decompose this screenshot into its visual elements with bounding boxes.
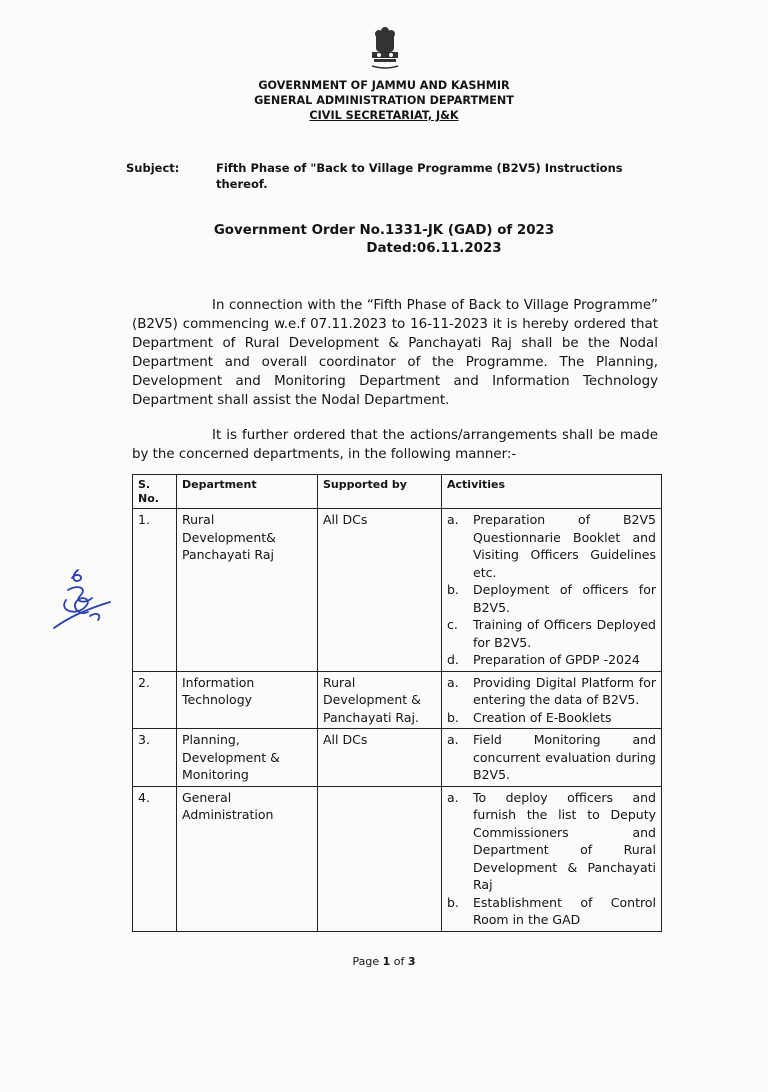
table-row xyxy=(133,509,662,672)
activities-table xyxy=(132,474,662,932)
paragraph-text: It is further ordered that the actions/arrangements shall be made by the concerned departments, in the following manner:- xyxy=(132,428,658,462)
activity-item: a. To deploy officers and furnish the list to Deputy Commissioners and Department of Rural Development & Panchayati Raj xyxy=(447,789,656,892)
cell-department: General Administration xyxy=(177,786,318,931)
cell-sno: 3. xyxy=(133,729,177,787)
activity-item: a. Field Monitoring and concurrent evaluation during B2V5. xyxy=(447,732,656,782)
activity-item: b. Creation of E-Booklets xyxy=(447,709,612,725)
cell-sno: 1. xyxy=(133,509,177,672)
cell-department: Rural Development& Panchayati Raj xyxy=(177,509,318,672)
total-pages: 3 xyxy=(407,955,416,968)
cell-department: Information Technology xyxy=(177,671,318,729)
subject-text: Fifth Phase of "Back to Village Programme (B2V5) Instructions thereof. xyxy=(216,161,623,191)
header-department: Department xyxy=(177,475,318,509)
activity-item: b. Establishment of Control Room in the GAD xyxy=(447,894,656,927)
header-supported-by: Supported by xyxy=(318,475,442,509)
table-row xyxy=(133,729,662,787)
cell-supported-by: Rural Development & Panchayati Raj. xyxy=(318,671,442,729)
cell-sno: 4. xyxy=(133,786,177,931)
order-date: Dated:06.11.2023 xyxy=(366,241,502,256)
department-name: GENERAL ADMINISTRATION DEPARTMENT xyxy=(254,94,514,107)
cell-activities xyxy=(442,786,662,931)
table-row xyxy=(133,786,662,931)
cell-sno: 2. xyxy=(133,671,177,729)
cell-supported-by: All DCs xyxy=(318,729,442,787)
order-title xyxy=(0,222,768,258)
activity-item: d. Preparation of GPDP -2024 xyxy=(447,652,640,667)
header-activities: Activities xyxy=(442,475,662,509)
activity-item: a. Preparation of B2V5 Questionnarie Booklet and Visiting Officers Guidelines etc. xyxy=(447,512,656,580)
activity-item: b. Deployment of officers for B2V5. xyxy=(447,582,656,615)
order-number: Government Order No.1331-JK (GAD) of 2023 xyxy=(213,223,555,238)
current-page: 1 xyxy=(382,955,391,968)
government-name: GOVERNMENT OF JAMMU AND KASHMIR xyxy=(258,79,510,92)
page-number: Page 1 of 3 xyxy=(352,955,416,968)
instruction-paragraph xyxy=(132,426,658,464)
cell-activities xyxy=(442,729,662,787)
handwritten-signature xyxy=(48,566,118,634)
activity-item: a. Providing Digital Platform for entering the data of B2V5. xyxy=(447,674,656,707)
subject-label: Subject: xyxy=(126,161,180,175)
header-sno: S. No. xyxy=(133,475,177,509)
cell-department: Planning, Development & Monitoring xyxy=(177,729,318,787)
table-row xyxy=(133,671,662,729)
cell-supported-by: All DCs xyxy=(318,509,442,672)
intro-paragraph xyxy=(132,296,658,410)
cell-supported-by xyxy=(318,786,442,931)
cell-activities xyxy=(442,509,662,672)
secretariat-name: CIVIL SECRETARIAT, J&K xyxy=(309,109,459,122)
paragraph-text: In connection with the “Fifth Phase of Back to Village Programme” (B2V5) commencing w.e.f 07.11.2023 to 16-11-2023 it is hereby ordered that Department of Rural Development & Panchayati Raj shall be the Nodal Department and overall coordinator of the Programme. The Planning, Development and Monitoring Department and Information Technology Department shall assist the Nodal Department. xyxy=(132,298,658,408)
letterhead xyxy=(0,78,768,123)
state-emblem-icon xyxy=(362,26,408,72)
table-header-row xyxy=(133,475,662,509)
cell-activities xyxy=(442,671,662,729)
activity-item: c. Training of Officers Deployed for B2V5. xyxy=(447,617,656,650)
